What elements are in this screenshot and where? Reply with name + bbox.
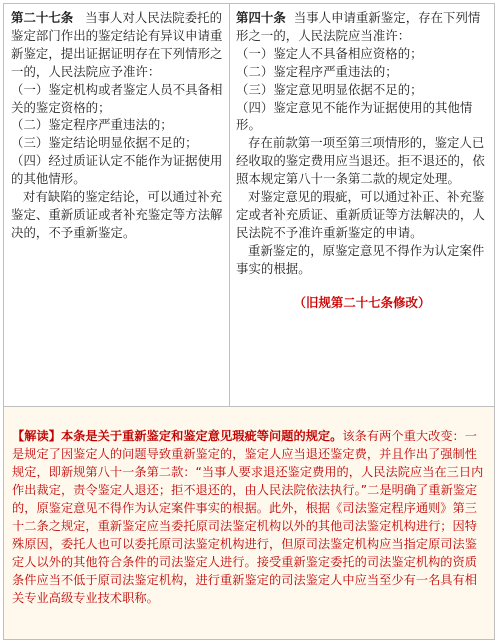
- comparison-table: [3, 3, 495, 407]
- new-item-3: （三）鉴定意见明显依据不足的；: [236, 81, 423, 97]
- old-article-paragraph: [11, 9, 223, 81]
- new-item-2: （二）鉴定程序严重违法的；: [236, 63, 398, 79]
- analysis-paragraph: [12, 427, 485, 607]
- old-item-3: （三）鉴定结论明显依据不足的；: [11, 135, 198, 151]
- old-item-4: （四）经过质证认定不能作为证据使用的其他情形。: [11, 153, 223, 187]
- new-paragraph-3: 对鉴定意见的瑕疵，可以通过补正、补充鉴定或者补充质证、重新质证等方法解决的，人民法院不予准许重新鉴定的申请。: [236, 189, 485, 240]
- analysis-label: 【解读】本条是关于重新鉴定和鉴定意见瑕疵等问题的规定。: [12, 429, 343, 443]
- new-article-paragraph: [236, 9, 488, 45]
- old-item-1: （一）鉴定机构或者鉴定人员不具备相关的鉴定资格的；: [11, 81, 223, 115]
- new-paragraph-4: 重新鉴定的，原鉴定意见不得作为认定案件事实的根据。: [236, 242, 485, 276]
- old-closing-paragraph: 对有缺陷的鉴定结论，可以通过补充鉴定、重新质证或者补充鉴定等方法解决的，不予重新鉴定。: [11, 189, 223, 240]
- new-article-intro: 当事人申请重新鉴定，存在下列情形之一的，人民法院应当准许：: [236, 10, 481, 43]
- revision-note: （旧规第二十七条修改）: [293, 294, 431, 310]
- old-rule-column: [4, 4, 230, 406]
- analysis-section: [3, 407, 495, 640]
- new-item-4: （四）鉴定意见不能作为证据使用的其他情形。: [236, 99, 473, 133]
- old-article-number: 第二十七条: [11, 10, 74, 25]
- analysis-body: 该条有两个重大改变：一是规定了因鉴定人的问题导致重新鉴定的，鉴定人应当退还鉴定费，并且作出了强制性规定，即新规第八十一条第二款：“当事人要求退还鉴定费用的，人民法院应当在三日内作出裁定，责令鉴定人退还；拒不退还的，由人民法院依法执行。”二是明确了重新鉴定的，原鉴定意见不得作为认定案件事实的根据。此外，根据《司法鉴定程序通则》第三十二条之规定，重新鉴定应当委托原司法鉴定机构以外的其他司法鉴定机构进行；因特殊原因，委托人也可以委托原司法鉴定机构进行，但原司法鉴定机构应当指定原司法鉴定人以外的其他符合条件的司法鉴定人进行。接受重新鉴定委托的司法鉴定机构的资质条件应当不低于原司法鉴定机构，进行重新鉴定的司法鉴定人中应当至少有一名具有相关专业高级专业技术职称。: [12, 429, 484, 605]
- new-paragraph-2: 存在前款第一项至第三项情形的，鉴定人已经收取的鉴定费用应当退还。拒不退还的，依照本规定第八十一条第二款的规定处理。: [236, 135, 485, 187]
- new-article-number: 第四十条: [236, 10, 286, 25]
- new-item-1: （一）鉴定人不具备相应资格的；: [236, 45, 423, 61]
- old-article-intro: 当事人对人民法院委托的鉴定部门作出的鉴定结论有异议申请重新鉴定，提出证据证明存在下列情形之一的，人民法院应予准许：: [11, 10, 223, 79]
- old-item-2: （二）鉴定程序严重违法的；: [11, 117, 173, 133]
- new-rule-column: [230, 4, 494, 406]
